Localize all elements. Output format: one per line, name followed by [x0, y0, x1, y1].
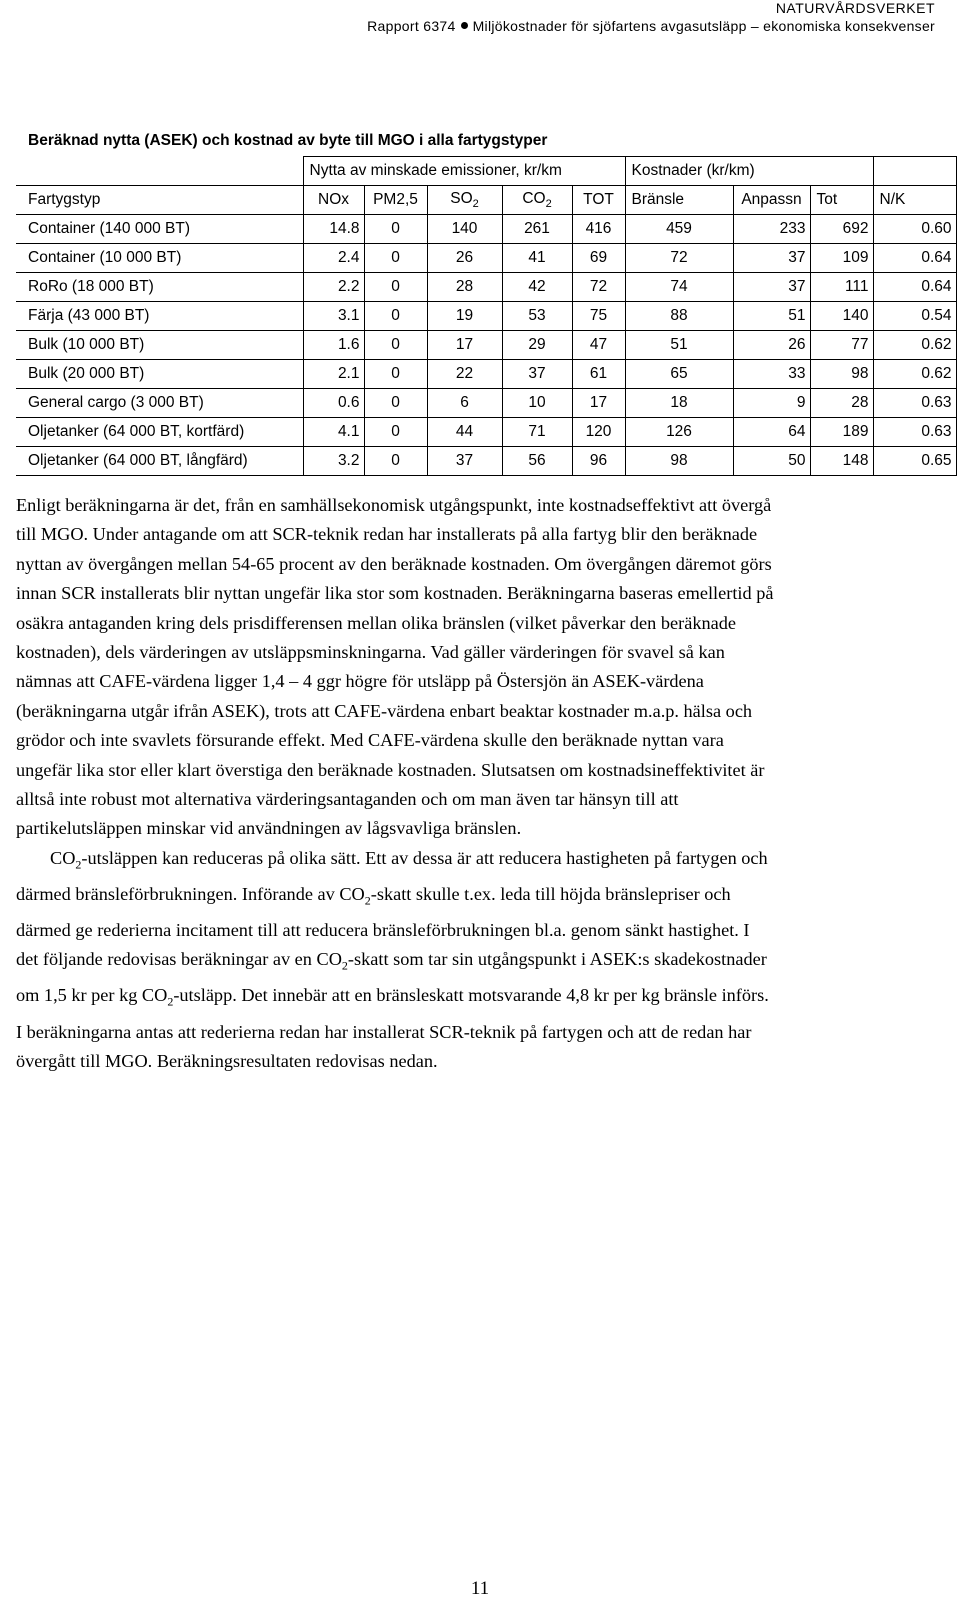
cell-so2: 28 [427, 273, 502, 302]
cell-nox: 14.8 [303, 215, 364, 244]
cell-fuel: 65 [625, 360, 733, 389]
cell-fuel: 74 [625, 273, 733, 302]
cell-cost-tot: 111 [810, 273, 873, 302]
cell-tot: 75 [572, 302, 625, 331]
cell-fuel: 459 [625, 215, 733, 244]
cell-nox: 4.1 [303, 418, 364, 447]
cell-nk: 0.62 [873, 360, 956, 389]
group-header-cost: Kostnader (kr/km) [625, 157, 873, 186]
cell-so2: 140 [427, 215, 502, 244]
cell-type: Oljetanker (64 000 BT, långfärd) [16, 447, 303, 476]
cell-fuel: 51 [625, 331, 733, 360]
cell-pm: 0 [364, 244, 427, 273]
cell-nk: 0.64 [873, 244, 956, 273]
group-header-benefit: Nytta av minskade emissioner, kr/km [303, 157, 625, 186]
header-blank-cell [16, 157, 303, 186]
p2-text: -utsläppen kan reduceras på olika sätt. Ett av dessa är att reducera hastigheten på fartygen och därmed bränsleförbrukningen. Införande av CO [16, 847, 768, 904]
column-header-pm: PM2,5 [364, 186, 427, 215]
cell-adapt: 33 [733, 360, 810, 389]
p2-text: -utsläpp. Det innebär att en bränsleskatt motsvarande 4,8 kr per kg bränsle införs. I beräkningarna antas att rederierna redan har installerat SCR-teknik på fartygen och att de redan har övergått till MGO. Beräkningsresultaten redovisas nedan. [16, 985, 769, 1071]
table-row [16, 447, 956, 476]
cell-tot: 47 [572, 331, 625, 360]
cell-type: Bulk (20 000 BT) [16, 360, 303, 389]
cell-type: Container (140 000 BT) [16, 215, 303, 244]
so2-label: SO [450, 189, 473, 207]
cell-so2: 44 [427, 418, 502, 447]
cell-so2: 17 [427, 331, 502, 360]
cell-cost-tot: 109 [810, 244, 873, 273]
header-blank-cell [873, 157, 956, 186]
table-title: Beräknad nytta (ASEK) och kostnad av byte till MGO i alla fartygstyper [28, 132, 548, 149]
report-line [367, 18, 935, 34]
organization-name: NATURVÅRDSVERKET [775, 0, 935, 16]
cell-pm: 0 [364, 273, 427, 302]
cell-fuel: 88 [625, 302, 733, 331]
cell-adapt: 51 [733, 302, 810, 331]
cell-so2: 19 [427, 302, 502, 331]
cell-nk: 0.62 [873, 331, 956, 360]
cell-cost-tot: 189 [810, 418, 873, 447]
cell-co2: 53 [502, 302, 572, 331]
column-header-tot: TOT [572, 186, 625, 215]
cell-co2: 41 [502, 244, 572, 273]
subscript: 2 [341, 959, 348, 974]
paragraph-1: Enligt beräkningarna är det, från en samhällsekonomisk utgångspunkt, inte kostnadseffektivt att övergå till MGO. Under antagande om att SCR-teknik redan har installerats på alla fartyg blir den beräknade nyttan av övergången mellan 54-65 procent av den beräknade kostnaden. Om övergången däremot görs innan SCR installerats blir nyttan ungefär lika stor som kostnaden. Beräkningarna baseras emellertid på osäkra antaganden kring dels prisdifferensen mellan olika bränslen (vilket påverkar den beräknade kostnaden), dels värderingen av utsläppsminskningarna. Vad gäller värderingen för svavel så kan nämnas att CAFE-värdena ligger 1,4 – 4 ggr högre för utsläpp på Östersjön än ASEK-värdena (beräkningarna utgår ifrån ASEK), trots att CAFE-värdena enbart beaktar kostnader m.a.p. hälsa och grödor och inte svavlets försurande effekt. Med CAFE-värdena skulle den beräknade nyttan vara ungefär lika stor eller klart överstiga den beräknade kostnaden. Slutsatsen om kostnadsineffektivitet är alltså inte robust mot alternativa värderingsantaganden och om man även tar hänsyn till att partikelutsläppen minskar vid användningen av lågsvavliga bränslen. [16, 495, 774, 839]
cell-fuel: 98 [625, 447, 733, 476]
cell-co2: 42 [502, 273, 572, 302]
table-row [16, 331, 956, 360]
cell-fuel: 18 [625, 389, 733, 418]
column-header-adapt: Anpassn [733, 186, 810, 215]
column-header-nk: N/K [873, 186, 956, 215]
cell-cost-tot: 140 [810, 302, 873, 331]
cell-pm: 0 [364, 389, 427, 418]
cell-co2: 29 [502, 331, 572, 360]
cell-adapt: 64 [733, 418, 810, 447]
cell-type: Container (10 000 BT) [16, 244, 303, 273]
cell-nk: 0.63 [873, 389, 956, 418]
cell-pm: 0 [364, 360, 427, 389]
cell-cost-tot: 28 [810, 389, 873, 418]
cell-type: Färja (43 000 BT) [16, 302, 303, 331]
cell-tot: 61 [572, 360, 625, 389]
cell-tot: 120 [572, 418, 625, 447]
table-row [16, 389, 956, 418]
p2-text: CO [50, 847, 76, 868]
cell-nox: 2.1 [303, 360, 364, 389]
table-row [16, 360, 956, 389]
cell-co2: 71 [502, 418, 572, 447]
cell-tot: 72 [572, 273, 625, 302]
cell-cost-tot: 98 [810, 360, 873, 389]
cell-type: RoRo (18 000 BT) [16, 273, 303, 302]
cell-so2: 6 [427, 389, 502, 418]
cell-tot: 17 [572, 389, 625, 418]
results-table-container [16, 126, 956, 476]
cell-nk: 0.60 [873, 215, 956, 244]
page-number: 11 [470, 1578, 490, 1599]
cell-nox: 2.4 [303, 244, 364, 273]
cell-adapt: 233 [733, 215, 810, 244]
cell-pm: 0 [364, 418, 427, 447]
cell-tot: 416 [572, 215, 625, 244]
co2-subscript: 2 [545, 198, 552, 211]
cell-co2: 10 [502, 389, 572, 418]
cell-adapt: 50 [733, 447, 810, 476]
cell-co2: 37 [502, 360, 572, 389]
cell-pm: 0 [364, 447, 427, 476]
cell-so2: 37 [427, 447, 502, 476]
report-title: Miljökostnader för sjöfartens avgasutsläpp – ekonomiska konsekvenser [472, 18, 935, 34]
subscript: 2 [364, 893, 371, 908]
table-row [16, 215, 956, 244]
table-row [16, 418, 956, 447]
paragraph-2 [16, 844, 776, 1076]
table-row [16, 273, 956, 302]
cell-nox: 3.2 [303, 447, 364, 476]
co2-label: CO [522, 189, 546, 207]
cell-co2: 56 [502, 447, 572, 476]
cell-cost-tot: 692 [810, 215, 873, 244]
cell-pm: 0 [364, 215, 427, 244]
cell-nox: 0.6 [303, 389, 364, 418]
cell-fuel: 126 [625, 418, 733, 447]
cell-nk: 0.65 [873, 447, 956, 476]
cell-fuel: 72 [625, 244, 733, 273]
table-row [16, 302, 956, 331]
column-header-type: Fartygstyp [16, 186, 303, 215]
cell-nox: 1.6 [303, 331, 364, 360]
cell-nk: 0.63 [873, 418, 956, 447]
cell-nox: 3.1 [303, 302, 364, 331]
cell-so2: 26 [427, 244, 502, 273]
cell-nox: 2.2 [303, 273, 364, 302]
cell-pm: 0 [364, 302, 427, 331]
cell-adapt: 26 [733, 331, 810, 360]
cell-type: General cargo (3 000 BT) [16, 389, 303, 418]
cell-type: Oljetanker (64 000 BT, kortfärd) [16, 418, 303, 447]
p2-text: -skatt som tar sin utgångspunkt i ASEK:s skadekostnader om 1,5 kr per kg CO [16, 949, 767, 1006]
column-header-co2 [502, 186, 572, 215]
cell-adapt: 9 [733, 389, 810, 418]
p2-text: -skatt skulle t.ex. leda till höjda bränslepriser och därmed ge rederierna incitament till att reducera bränsleförbrukningen bl.a. genom sänkt hastighet. I det följande redovisas beräkningar av en CO [16, 883, 750, 970]
subscript: 2 [167, 995, 174, 1010]
cell-pm: 0 [364, 331, 427, 360]
column-header-cost-tot: Tot [810, 186, 873, 215]
table-row [16, 244, 956, 273]
so2-subscript: 2 [472, 198, 479, 211]
column-header-so2 [427, 186, 502, 215]
cell-type: Bulk (10 000 BT) [16, 331, 303, 360]
cell-tot: 96 [572, 447, 625, 476]
cell-co2: 261 [502, 215, 572, 244]
cell-cost-tot: 148 [810, 447, 873, 476]
cell-adapt: 37 [733, 244, 810, 273]
report-number: Rapport 6374 [367, 18, 456, 34]
cell-nk: 0.64 [873, 273, 956, 302]
body-text [16, 491, 776, 1076]
cell-cost-tot: 77 [810, 331, 873, 360]
results-table [16, 126, 957, 476]
cell-so2: 22 [427, 360, 502, 389]
cell-nk: 0.54 [873, 302, 956, 331]
bullet-icon [461, 22, 468, 29]
column-header-fuel: Bränsle [625, 186, 733, 215]
cell-adapt: 37 [733, 273, 810, 302]
column-header-nox: NOx [303, 186, 364, 215]
subscript: 2 [75, 857, 82, 872]
cell-tot: 69 [572, 244, 625, 273]
